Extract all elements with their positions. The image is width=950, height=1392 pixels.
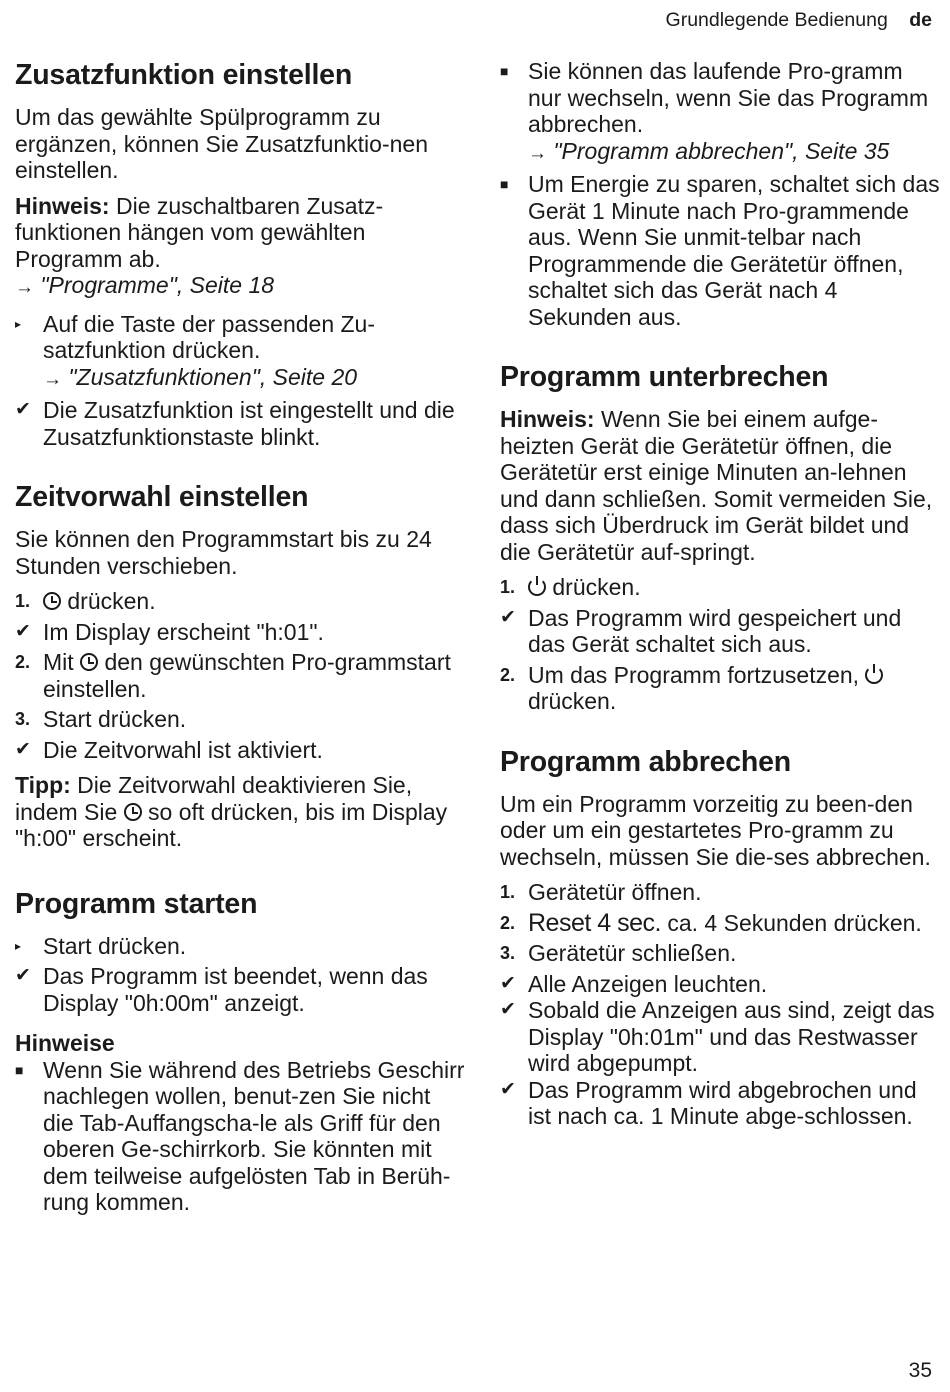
ref-arrow-icon: → — [43, 368, 62, 390]
start-key-label: Start — [43, 932, 92, 959]
section-title: Programm abbrechen — [500, 745, 791, 778]
note-text: Wenn Sie bei einem aufge-heizten Gerät die Gerätetür öffnen, die Gerätetür erst einige Minuten an-lehnen und dann schließen. Somit vermeiden Sie, dass sich Überdruck im Gerät bildet und die Gerätetür auf-springt. — [500, 406, 933, 565]
numbered-step — [500, 910, 940, 937]
header-section-title: Grundlegende Bedienung — [665, 9, 888, 31]
step-text: ca. 4 Sekunden drücken. — [660, 909, 922, 936]
note-label: Hinweis: — [15, 192, 110, 219]
result-item — [15, 963, 465, 1016]
header-language-code: de — [909, 9, 932, 31]
bullet-item — [15, 1057, 465, 1216]
bullet-text: Um Energie zu sparen, schaltet sich das Gerät 1 Minute nach Pro-grammende aus. Wenn Sie unmit-telbar nach Programmende die Gerätetür öffnen, schaltet sich das Gerät nach 4 Sekunden aus. — [528, 171, 940, 330]
power-icon — [865, 666, 883, 684]
section-programm-starten — [15, 887, 465, 1216]
result-item — [15, 397, 465, 450]
right-column — [500, 58, 940, 1134]
section-zeitvorwahl — [15, 480, 465, 852]
tip-text: so oft drücken, bis im Display "h:00" erscheint. — [15, 798, 448, 851]
section-title: Zusatzfunktion einstellen — [15, 59, 353, 91]
note-text: Die zuschaltbaren Zusatz-funktionen hängen vom gewählten Programm ab. — [15, 192, 384, 272]
step-marker-icon: ▸ — [15, 316, 22, 331]
left-column — [15, 58, 465, 1220]
step-number: 2. — [500, 664, 516, 685]
step-text: drücken. — [91, 706, 187, 732]
checkmark-icon: ✔ — [15, 738, 31, 760]
numbered-step — [500, 662, 940, 715]
note — [15, 193, 465, 302]
ref-arrow-icon: → — [15, 277, 34, 298]
cross-reference-link[interactable]: "Programm abbrechen", Seite 35 — [553, 137, 890, 164]
numbered-step — [500, 879, 940, 906]
numbered-step — [500, 574, 940, 601]
result-text: Die Zeitvorwahl ist aktiviert. — [43, 736, 323, 763]
step-text: drücken. — [91, 932, 187, 959]
note-label: Hinweis: — [500, 406, 595, 432]
bullet-icon: ■ — [15, 1061, 24, 1078]
reset-key-label: Reset 4 sec. — [528, 908, 661, 937]
step-text: Mit — [43, 649, 81, 675]
ref-arrow-icon: → — [528, 142, 547, 164]
section-programm-unterbrechen — [500, 360, 940, 715]
notes-heading: Hinweise — [15, 1030, 115, 1056]
result-item — [500, 971, 940, 998]
result-text: Im Display erscheint "h:01". — [43, 618, 324, 645]
result-text: Die Zusatzfunktion ist eingestellt und die Zusatzfunktionstaste blinkt. — [43, 397, 455, 450]
notes-continued — [500, 58, 940, 330]
step-text: drücken. — [546, 574, 641, 600]
step-number: 2. — [15, 652, 31, 672]
instruction-step — [15, 933, 465, 960]
paragraph: Um ein Programm vorzeitig zu been-den oder um ein gestartetes Pro-gramm zu wechseln, müssen Sie die-ses abbrechen. — [500, 790, 931, 870]
tip-label: Tipp: — [15, 772, 71, 798]
step-number: 2. — [500, 912, 516, 933]
bullet-icon: ■ — [500, 63, 509, 79]
checkmark-icon: ✔ — [500, 606, 516, 628]
start-key-label: Start — [43, 706, 92, 732]
bullet-item — [500, 171, 940, 330]
result-item — [15, 619, 465, 646]
checkmark-icon: ✔ — [15, 399, 31, 420]
result-item — [500, 997, 940, 1077]
power-icon — [528, 578, 546, 596]
step-text: drücken. — [528, 688, 617, 714]
numbered-step — [15, 706, 465, 733]
numbered-step — [500, 940, 940, 967]
result-text: Das Programm wird abgebrochen und ist nach ca. 1 Minute abge-schlossen. — [528, 1076, 917, 1129]
result-text: Alle Anzeigen leuchten. — [528, 970, 768, 997]
result-item — [500, 1077, 940, 1130]
clock-icon — [124, 803, 142, 821]
step-text: Auf die Taste der passenden Zu-satzfunktion drücken. — [43, 310, 376, 363]
section-zusatzfunktion — [15, 58, 465, 450]
step-number: 3. — [15, 709, 31, 729]
cross-reference-link[interactable]: "Zusatzfunktionen", Seite 20 — [68, 363, 358, 390]
step-text: drücken. — [61, 588, 156, 614]
result-text: Das Programm wird gespeichert und das Gerät schaltet sich aus. — [528, 604, 902, 657]
step-number: 1. — [500, 577, 516, 597]
cross-reference-link[interactable]: "Programme", Seite 18 — [40, 272, 275, 298]
step-text: Um das Programm fortzusetzen, — [528, 661, 866, 688]
clock-icon — [80, 653, 98, 671]
checkmark-icon: ✔ — [15, 620, 31, 642]
step-number: 3. — [500, 943, 516, 963]
paragraph: Um das gewählte Spülprogramm zu ergänzen, können Sie Zusatzfunktio-nen einstellen. — [15, 104, 428, 183]
step-text: den gewünschten Pro-grammstart einstellen. — [43, 649, 451, 702]
tip-text: Die Zeitvorwahl deaktivieren Sie, indem Sie — [15, 772, 413, 825]
section-title: Programm starten — [15, 887, 258, 920]
result-item — [15, 737, 465, 764]
instruction-step — [15, 311, 465, 394]
step-text: Gerätetür schließen. — [528, 940, 737, 966]
tip — [15, 772, 465, 852]
section-programm-abbrechen — [500, 745, 940, 1130]
page-number: 35 — [908, 1359, 932, 1382]
clock-icon — [43, 592, 61, 610]
bullet-text: Wenn Sie während des Betriebs Geschirr nachlegen wollen, benut-zen Sie nicht die Tab-Auffangscha-le als Griff für den oberen Ge-schirrkorb. Sie könnten mit dem teilweise aufgelösten Tab in Berüh-rung kommen. — [43, 1056, 465, 1215]
checkmark-icon: ✔ — [500, 972, 516, 994]
section-title: Programm unterbrechen — [500, 361, 829, 393]
note — [500, 406, 940, 565]
result-text: Sobald die Anzeigen aus sind, zeigt das Display "0h:01m" und das Restwasser wird abgepumpt. — [528, 997, 935, 1076]
result-text: Das Programm ist beendet, wenn das Display "0h:00m" anzeigt. — [43, 963, 428, 1016]
bullet-icon: ■ — [500, 176, 509, 192]
step-number: 1. — [15, 591, 31, 611]
bullet-text: Sie können das laufende Pro-gramm nur wechseln, wenn Sie das Programm abbrechen. — [528, 58, 929, 137]
checkmark-icon: ✔ — [15, 965, 31, 986]
section-title: Zeitvorwahl einstellen — [15, 481, 309, 513]
numbered-step — [15, 649, 465, 702]
result-item — [500, 605, 940, 658]
bullet-item — [500, 58, 940, 167]
step-text: Gerätetür öffnen. — [528, 879, 702, 905]
page-header — [666, 7, 932, 33]
step-marker-icon: ▸ — [15, 938, 22, 953]
checkmark-icon: ✔ — [500, 999, 516, 1020]
paragraph: Sie können den Programmstart bis zu 24 Stunden verschieben. — [15, 526, 432, 579]
checkmark-icon: ✔ — [500, 1078, 516, 1100]
step-number: 1. — [500, 882, 516, 902]
numbered-step — [15, 588, 465, 615]
